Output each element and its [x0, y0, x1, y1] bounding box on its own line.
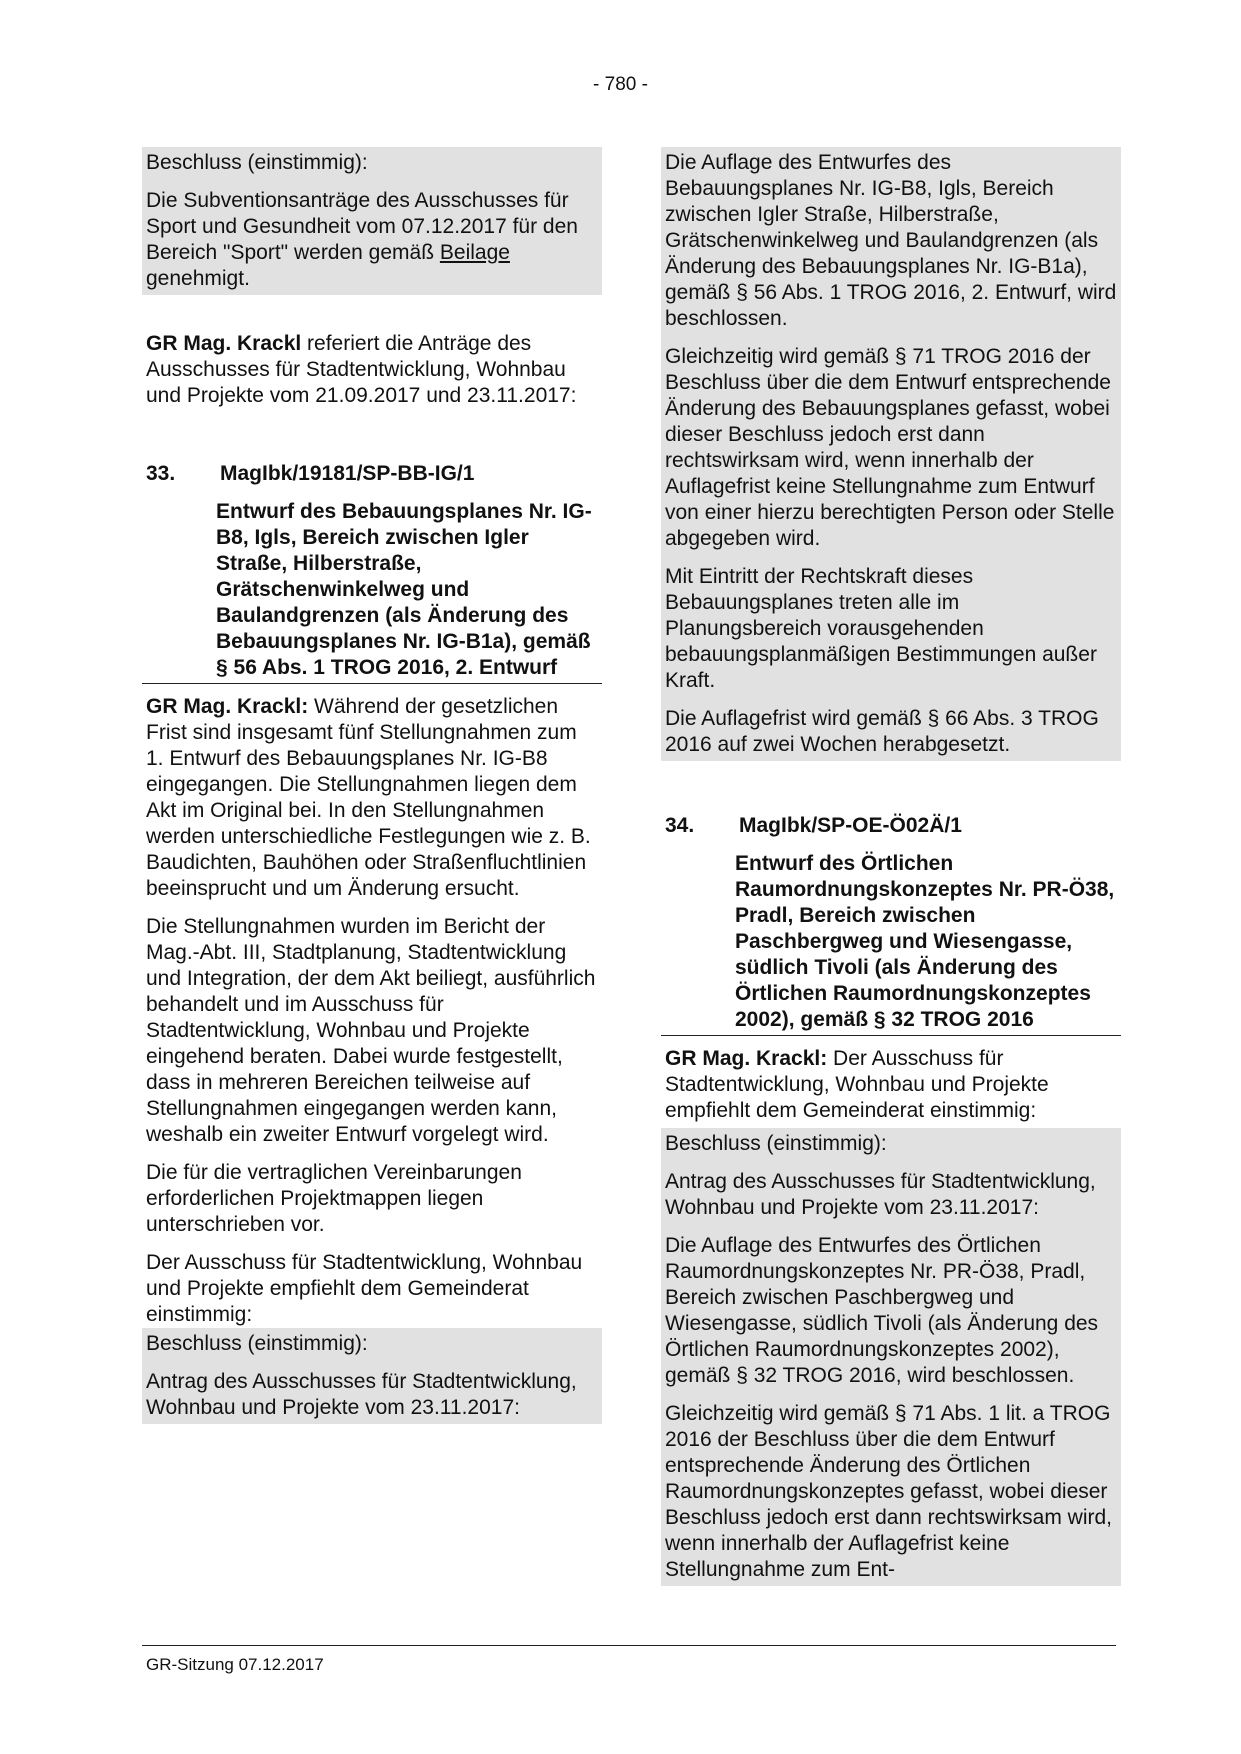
resolution-text: Die Subventionsanträge des Ausschusses für Sport und Gesundheit vom 07.12.2017 für den Bereich "Sport" werden gemäß Beilage genehmigt.: [146, 189, 578, 290]
item-number: 33.: [146, 462, 176, 485]
speaker-name: GR Mag. Krackl: [146, 332, 302, 355]
resolution-text-4: Die Auflagefrist wird gemäß § 66 Abs. 3 TROG 2016 auf zwei Wochen herabgesetzt.: [665, 707, 1099, 756]
footer-rule: [142, 1645, 1116, 1646]
speech-paragraph-3: Die für die vertraglichen Vereinbarungen erforderlichen Projektmappen liegen unterschrieben vor.: [146, 1161, 522, 1236]
resolution-text-1: Antrag des Ausschusses für Stadtentwicklung, Wohnbau und Projekte vom 23.11.2017:: [665, 1170, 1096, 1219]
resolution-text-2: Die Auflage des Entwurfes des Örtlichen Raumordnungskonzeptes Nr. PR-Ö38, Pradl, Bereich zwischen Paschbergweg und Wiesengasse, südlich Tivoli (als Änderung des Örtlichen Raumordnungskonzeptes 2002), gemäß § 32 TROG 2016, wird beschlossen.: [665, 1234, 1099, 1387]
resolution-text-3: Gleichzeitig wird gemäß § 71 Abs. 1 lit. a TROG 2016 der Beschluss über die dem Entwurf entsprechende Änderung des Örtlichen Raumordnungskonzeptes gefasst, wobei dieser Beschluss jedoch erst dann rechtswirksam wird, wenn innerhalb der Auflagefrist keine Stellungnahme zum Ent-: [665, 1402, 1113, 1581]
item-code: MagIbk/19181/SP-BB-IG/1: [220, 462, 475, 485]
item-code: MagIbk/SP-OE-Ö02Ä/1: [739, 814, 962, 837]
agenda-item-34: [665, 813, 1117, 1036]
item-number: 34.: [665, 814, 695, 837]
resolution-heading: Beschluss (einstimmig):: [146, 1332, 368, 1355]
resolution-box-item-33: [142, 1328, 602, 1424]
speech-paragraph-1: GR Mag. Krackl: Während der gesetzlichen Frist sind insgesamt fünf Stellungnahmen zum 1. Entwurf des Bebauungsplanes Nr. IG-B8 eingegangen. Die Stellungnahmen liegen dem Akt im Original bei. In den Stellungnahmen werden unterschiedliche Festlegungen wie z. B. Baudichten, Bauhöhen oder Straßenfluchtlinien beeinsprucht und um Änderung ersucht.: [146, 695, 591, 900]
item-title: Entwurf des Örtlichen Raumordnungskonzeptes Nr. PR-Ö38, Pradl, Bereich zwischen Paschbergweg und Wiesengasse, südlich Tivoli (als Änderung des Örtlichen Raumordnungskonzeptes 2002), gemäß § 32 TROG 2016: [735, 852, 1115, 1031]
right-column: [665, 147, 1117, 1586]
speech-paragraph: GR Mag. Krackl: Der Ausschuss für Stadtentwicklung, Wohnbau und Projekte empfiehlt dem Gemeinderat einstimmig:: [665, 1047, 1049, 1122]
page-number: - 780 -: [593, 74, 648, 95]
attachment-link[interactable]: Beilage: [439, 241, 510, 264]
resolution-box-sport: [142, 147, 602, 295]
resolution-text: Antrag des Ausschusses für Stadtentwicklung, Wohnbau und Projekte vom 23.11.2017:: [146, 1370, 577, 1419]
resolution-box-item-33-cont: [661, 147, 1121, 761]
resolution-heading: Beschluss (einstimmig):: [665, 1132, 887, 1155]
intro-paragraph: GR Mag. Krackl referiert die Anträge des Ausschusses für Stadtentwicklung, Wohnbau und Projekte vom 21.09.2017 und 23.11.2017:: [146, 332, 577, 407]
speech-paragraph-4: Der Ausschuss für Stadtentwicklung, Wohnbau und Projekte empfiehlt dem Gemeinderat einstimmig:: [146, 1251, 583, 1326]
item-title: Entwurf des Bebauungsplanes Nr. IG-B8, Igls, Bereich zwischen Igler Straße, Hilberstraße, Grätschenwinkelweg und Baulandgrenzen (als Änderung des Bebauungsplanes Nr. IG-B1a), gemäß § 56 Abs. 1 TROG 2016, 2. Entwurf: [216, 500, 592, 679]
footer-text: GR-Sitzung 07.12.2017: [146, 1655, 324, 1674]
agenda-item-33: [146, 461, 598, 684]
speaker-name: GR Mag. Krackl:: [665, 1047, 828, 1070]
resolution-box-item-34: [661, 1128, 1121, 1586]
speaker-name: GR Mag. Krackl:: [146, 695, 309, 718]
left-column: [146, 147, 598, 1424]
resolution-text-2: Gleichzeitig wird gemäß § 71 TROG 2016 der Beschluss über die dem Entwurf entsprechende Änderung des Bebauungsplanes gefasst, wobei dieser Beschluss jedoch erst dann rechtswirksam wird, wenn innerhalb der Auflagefrist keine Stellungnahme zum Entwurf von einer hierzu berechtigten Person oder Stelle abgegeben wird.: [665, 345, 1115, 550]
resolution-text-1: Die Auflage des Entwurfes des Bebauungsplanes Nr. IG-B8, Igls, Bereich zwischen Igler Straße, Hilberstraße, Grätschenwinkelweg und Baulandgrenzen (als Änderung des Bebauungsplanes Nr. IG-B1a), gemäß § 56 Abs. 1 TROG 2016, 2. Entwurf, wird beschlossen.: [665, 151, 1117, 330]
speech-paragraph-2: Die Stellungnahmen wurden im Bericht der Mag.-Abt. III, Stadtplanung, Stadtentwicklung und Integration, der dem Akt beiliegt, ausführlich behandelt und im Ausschuss für Stadtentwicklung, Wohnbau und Projekte eingehend beraten. Dabei wurde festgestellt, dass in mehreren Bereichen teilweise auf Stellungnahmen eingegangen werden kann, weshalb ein zweiter Entwurf vorgelegt wird.: [146, 915, 596, 1146]
resolution-text-3: Mit Eintritt der Rechtskraft dieses Bebauungsplanes treten alle im Planungsbereich vorausgehenden bebauungsplanmäßigen Bestimmungen außer Kraft.: [665, 565, 1097, 692]
resolution-heading: Beschluss (einstimmig):: [146, 151, 368, 174]
